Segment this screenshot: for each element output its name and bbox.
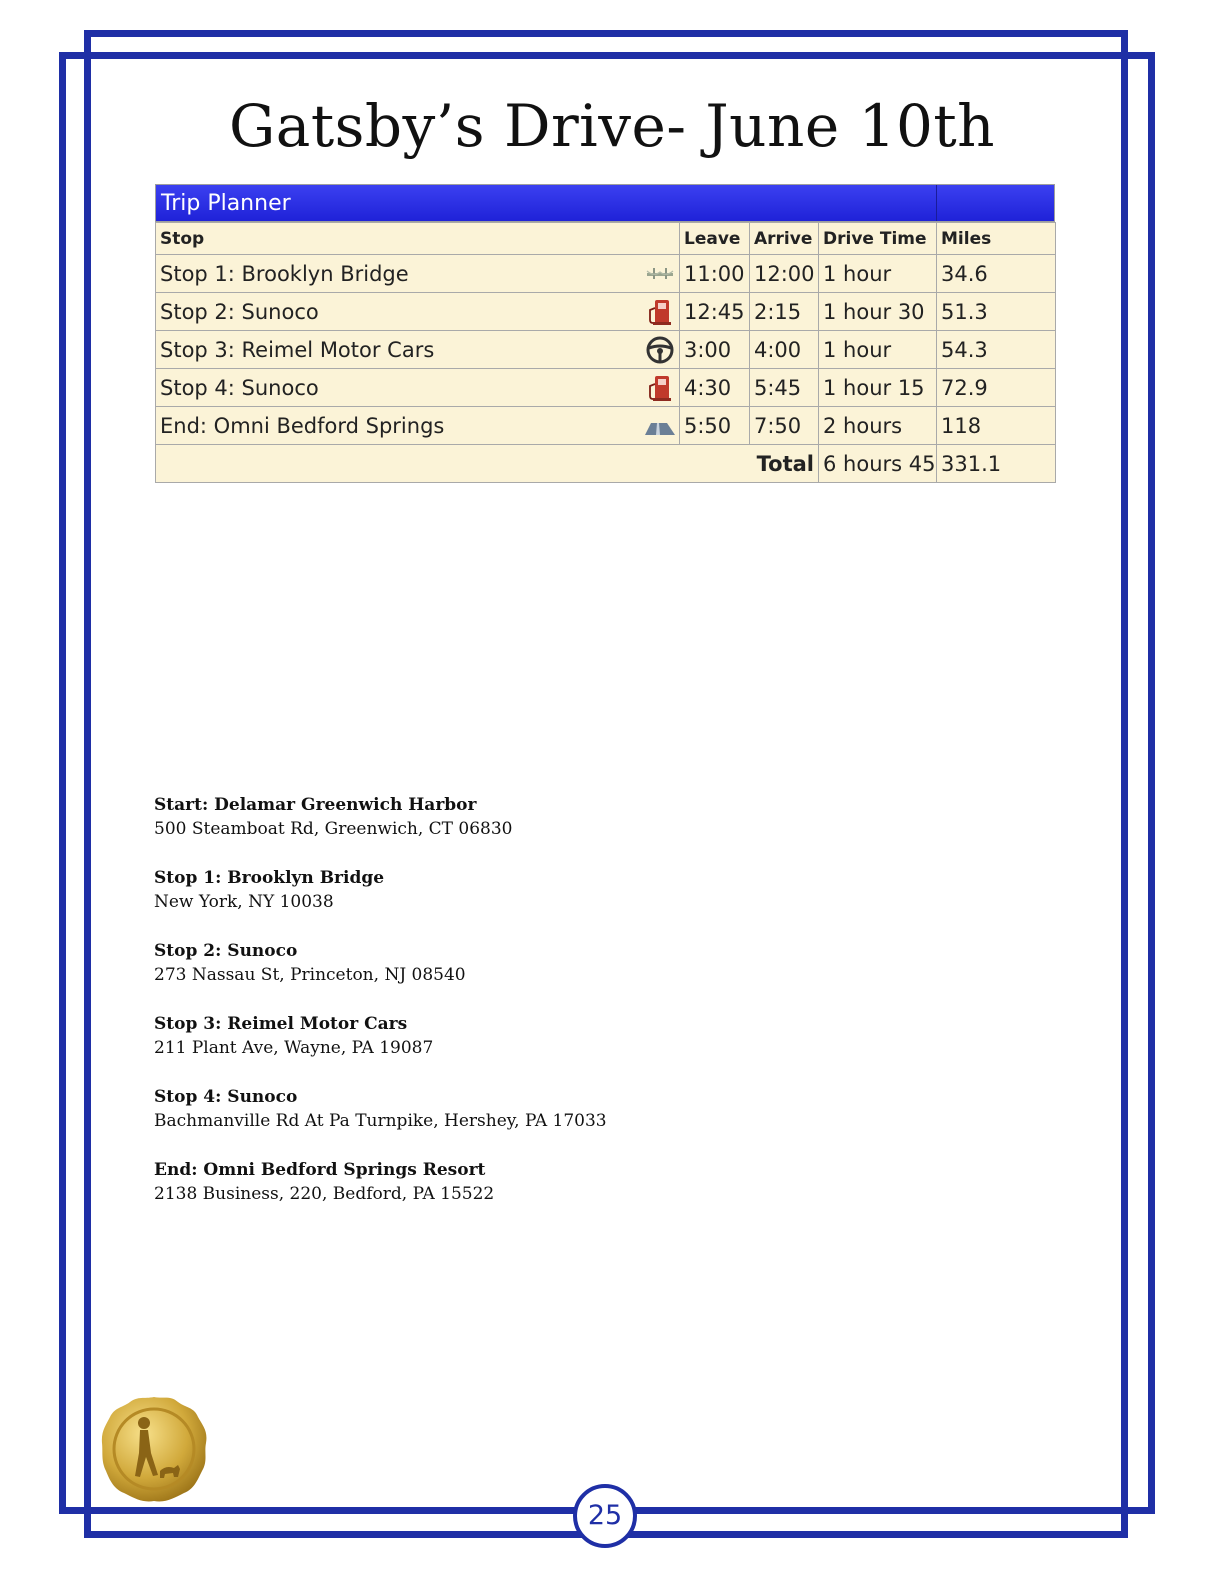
gold-seal-icon bbox=[98, 1393, 210, 1505]
stop-name: End: Omni Bedford Springs bbox=[160, 413, 445, 438]
total-miles: 331.1 bbox=[937, 445, 1056, 483]
stop-cell bbox=[156, 331, 680, 369]
address-line: 211 Plant Ave, Wayne, PA 19087 bbox=[154, 1038, 434, 1058]
stop-name: Stop 2: Sunoco bbox=[160, 299, 319, 324]
miles-cell: 72.9 bbox=[937, 369, 1056, 407]
drive-time-cell: 2 hours bbox=[819, 407, 937, 445]
address-line: 500 Steamboat Rd, Greenwich, CT 06830 bbox=[154, 819, 513, 839]
leave-cell: 5:50 bbox=[680, 407, 750, 445]
address-line: 2138 Business, 220, Bedford, PA 15522 bbox=[154, 1184, 495, 1204]
leave-cell: 3:00 bbox=[680, 331, 750, 369]
total-drive-time: 6 hours 45 bbox=[819, 445, 937, 483]
address-title: Start: Delamar Greenwich Harbor bbox=[154, 795, 477, 815]
address-list bbox=[154, 793, 607, 1231]
stop-name: Stop 3: Reimel Motor Cars bbox=[160, 337, 435, 362]
list-item bbox=[154, 866, 607, 914]
stop-cell bbox=[156, 369, 680, 407]
column-header-miles: Miles bbox=[937, 223, 1056, 255]
table-row bbox=[156, 369, 1056, 407]
drive-time-cell: 1 hour bbox=[819, 255, 937, 293]
list-item bbox=[154, 793, 607, 841]
total-label: Total bbox=[156, 445, 819, 483]
stop-cell bbox=[156, 407, 680, 445]
arrive-cell: 2:15 bbox=[750, 293, 819, 331]
arrive-cell: 5:45 bbox=[750, 369, 819, 407]
address-line: Bachmanville Rd At Pa Turnpike, Hershey, PA 17033 bbox=[154, 1111, 607, 1131]
trip-table bbox=[155, 222, 1056, 483]
address-title: Stop 2: Sunoco bbox=[154, 941, 298, 961]
stop-name: Stop 1: Brooklyn Bridge bbox=[160, 261, 409, 286]
stop-name: Stop 4: Sunoco bbox=[160, 375, 319, 400]
address-title: End: Omni Bedford Springs Resort bbox=[154, 1160, 486, 1180]
road-icon bbox=[639, 412, 675, 440]
column-header-stop: Stop bbox=[156, 223, 680, 255]
header-divider bbox=[936, 185, 937, 221]
trip-planner-title: Trip Planner bbox=[161, 191, 291, 216]
column-header-leave: Leave bbox=[680, 223, 750, 255]
address-title: Stop 3: Reimel Motor Cars bbox=[154, 1014, 408, 1034]
miles-cell: 54.3 bbox=[937, 331, 1056, 369]
miles-cell: 34.6 bbox=[937, 255, 1056, 293]
address-title: Stop 4: Sunoco bbox=[154, 1087, 298, 1107]
stop-cell bbox=[156, 255, 680, 293]
leave-cell: 12:45 bbox=[680, 293, 750, 331]
miles-cell: 118 bbox=[937, 407, 1056, 445]
arrive-cell: 4:00 bbox=[750, 331, 819, 369]
leave-cell: 11:00 bbox=[680, 255, 750, 293]
table-row bbox=[156, 293, 1056, 331]
page-number: 25 bbox=[573, 1484, 637, 1548]
arrive-cell: 12:00 bbox=[750, 255, 819, 293]
drive-time-cell: 1 hour 30 bbox=[819, 293, 937, 331]
bridge-icon bbox=[646, 260, 674, 288]
table-header-row bbox=[156, 223, 1056, 255]
list-item bbox=[154, 1085, 607, 1133]
table-row bbox=[156, 331, 1056, 369]
fuel-pump-icon bbox=[646, 374, 674, 402]
column-header-drive-time: Drive Time bbox=[819, 223, 937, 255]
address-line: New York, NY 10038 bbox=[154, 892, 334, 912]
column-header-arrive: Arrive bbox=[750, 223, 819, 255]
total-row bbox=[156, 445, 1056, 483]
fuel-pump-icon bbox=[646, 298, 674, 326]
drive-time-cell: 1 hour 15 bbox=[819, 369, 937, 407]
table-row bbox=[156, 255, 1056, 293]
trip-planner bbox=[155, 184, 1055, 483]
page-title: Gatsby’s Drive- June 10th bbox=[228, 92, 996, 160]
list-item bbox=[154, 939, 607, 987]
steering-wheel-icon bbox=[646, 336, 674, 364]
address-title: Stop 1: Brooklyn Bridge bbox=[154, 868, 385, 888]
trip-planner-header bbox=[155, 184, 1055, 222]
arrive-cell: 7:50 bbox=[750, 407, 819, 445]
address-line: 273 Nassau St, Princeton, NJ 08540 bbox=[154, 965, 466, 985]
list-item bbox=[154, 1012, 607, 1060]
list-item bbox=[154, 1158, 607, 1206]
stop-cell bbox=[156, 293, 680, 331]
drive-time-cell: 1 hour bbox=[819, 331, 937, 369]
table-row bbox=[156, 407, 1056, 445]
miles-cell: 51.3 bbox=[937, 293, 1056, 331]
leave-cell: 4:30 bbox=[680, 369, 750, 407]
